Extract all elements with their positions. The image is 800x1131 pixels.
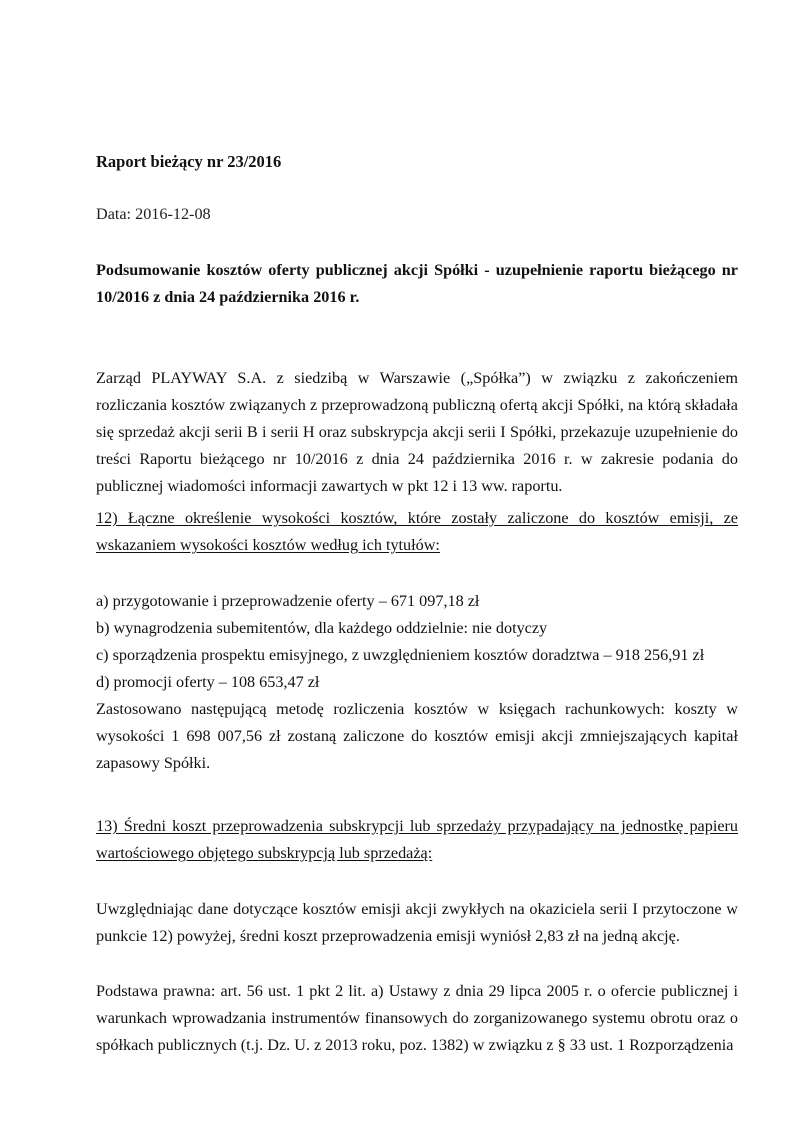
- section-13-body: Uwzględniając dane dotyczące kosztów emisji akcji zwykłych na okaziciela serii I przytoczone w punkcie 12) powyżej, średni koszt przeprowadzenia emisji wyniósł 2,83 zł na jedną akcję.: [96, 900, 738, 945]
- cost-item-d: d) promocji oferty – 108 653,47 zł: [96, 673, 320, 691]
- legal-basis-paragraph: Podstawa prawna: art. 56 ust. 1 pkt 2 lit. a) Ustawy z dnia 29 lipca 2005 r. o ofercie publicznej i warunkach wprowadzania instrumentów finansowych do zorganizowanego systemu obrotu oraz o spółkach publicznych (t.j. Dz. U. z 2013 roku, poz. 1382) w związku z § 33 ust. 1 Rozporządzenia: [96, 982, 738, 1054]
- cost-item-c: c) sporządzenia prospektu emisyjnego, z uwzględnieniem kosztów doradztwa – 918 256,91 zł: [96, 646, 705, 664]
- section-12-heading: 12) Łączne określenie wysokości kosztów, które zostały zaliczone do kosztów emisji, ze wskazaniem wysokości kosztów według ich tytułów:: [96, 509, 738, 554]
- report-title: Raport bieżący nr 23/2016: [96, 152, 282, 171]
- section-13-heading: 13) Średni koszt przeprowadzenia subskrypcji lub sprzedaży przypadający na jednostkę papieru wartościowego objętego subskrypcją lub sprzedażą:: [96, 817, 738, 862]
- accounting-method-paragraph: Zastosowano następującą metodę rozliczenia kosztów w księgach rachunkowych: koszty w wysokości 1 698 007,56 zł zostaną zaliczone do kosztów emisji akcji zmniejszających kapitał zapasowy Spółki.: [96, 700, 738, 772]
- intro-paragraph: Zarząd PLAYWAY S.A. z siedzibą w Warszawie („Spółka”) w związku z zakończeniem rozliczania kosztów związanych z przeprowadzoną publiczną ofertą akcji Spółki, na którą składała się sprzedaż akcji serii B i serii H oraz subskrypcja akcji serii I Spółki, przekazuje uzupełnienie do treści Raportu bieżącego nr 10/2016 z dnia 24 października 2016 r. w zakresie podania do publicznej wiadomości informacji zawartych w pkt 12 i 13 ww. raportu.: [96, 369, 738, 495]
- cost-item-b: b) wynagrodzenia subemitentów, dla każdego oddzielnie: nie dotyczy: [96, 619, 548, 637]
- report-date: Data: 2016-12-08: [96, 205, 211, 223]
- cost-items-list: [96, 588, 738, 777]
- cost-item-a: a) przygotowanie i przeprowadzenie oferty – 671 097,18 zł: [96, 592, 480, 610]
- report-subject: Podsumowanie kosztów oferty publicznej akcji Spółki - uzupełnienie raportu bieżącego nr 10/2016 z dnia 24 października 2016 r.: [96, 261, 738, 306]
